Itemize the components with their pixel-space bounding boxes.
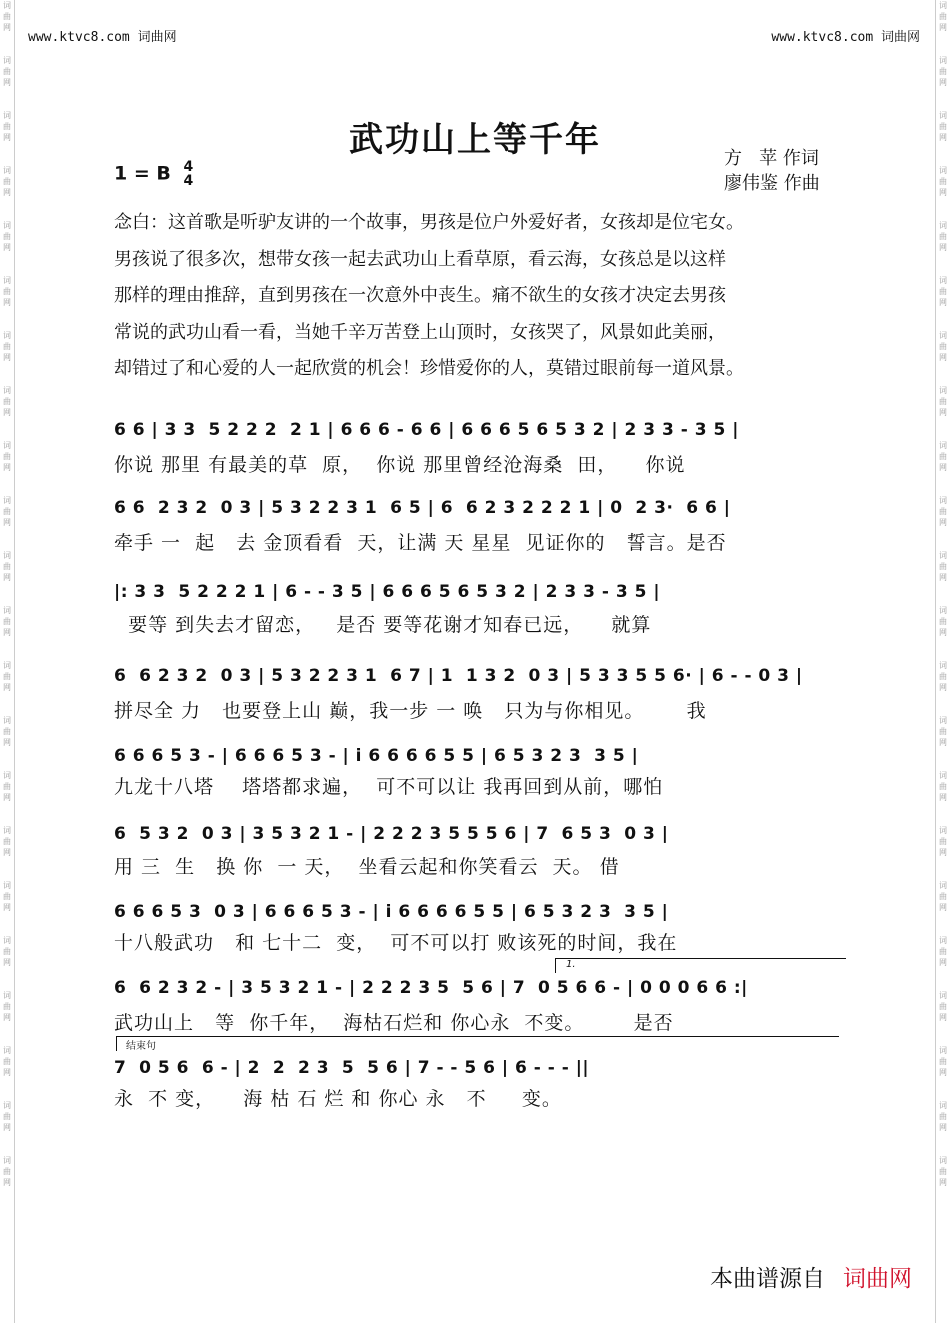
coda-label: 结束句 <box>126 1041 156 1052</box>
lyric-row: 九龙十八塔 塔塔都求遍， 可不可以让 我再回到从前，哪怕 <box>114 776 664 798</box>
first-ending-bracket <box>555 958 846 973</box>
key-label: 1 = B <box>114 162 171 185</box>
intro-line: 男孩说了很多次，想带女孩一起去武功山上看草原，看云海，女孩总是以这样 <box>114 248 726 270</box>
lyric-row: 拼尽全 力 也要登上山 巅，我一步 一 唤 只为与你相见。 我 <box>114 700 707 722</box>
first-ending-label: 1. <box>566 959 576 970</box>
lyric-row: 永 不 变， 海 枯 石 烂 和 你心 永 不 变。 <box>114 1088 562 1110</box>
source-brand[interactable]: 词曲网 <box>843 1266 912 1292</box>
side-watermark-left: 词 曲 网 词 曲 网 词 曲 网 词 曲 网 词 曲 网 词 曲 网 词 曲 网 词 曲 网 词 曲 网 词 曲 网 词 曲 网 词 曲 网 词 曲 网 词 曲 网 词 曲 网 词 曲 网 词 曲 网 词 曲 网 词 曲 网 词 曲 网 词 曲 网 词 曲 网 <box>0 0 15 1323</box>
song-title: 武功山上等千年 <box>349 120 601 160</box>
lyric-row: 牵手 一 起 去 金顶看看 天，让满 天 星星 见证你的 誓言。是否 <box>114 532 727 554</box>
watermark-url-right: www.ktvc8.com 词曲网 <box>771 30 920 45</box>
source-credit <box>710 1260 912 1293</box>
lyricist-credit: 方 苹 作词 <box>724 148 819 169</box>
notation-row: 6 6 2 3 2 - | 3 5 3 2 1 - | 2 2 2 3 5 5 6 | 7 0 5 6 6 - | 0 0 0 6 6 :| <box>114 978 748 998</box>
lyric-row: 要等 到失去才留恋， 是否 要等花谢才知春已远， 就算 <box>114 614 652 636</box>
notation-row: 6 6 2 3 2 0 3 | 5 3 2 2 3 1 6 7 | 1 1 3 2 0 3 | 5 3 3 5 5 6· | 6 - - 0 3 | <box>114 666 803 686</box>
intro-narration <box>114 205 849 388</box>
intro-line: 却错过了和心爱的人一起欣赏的机会！珍惜爱你的人，莫错过眼前每一道风景。 <box>114 358 744 379</box>
notation-row: 6 6 | 3 3 5 2 2 2 2 1 | 6 6 6 - 6 6 | 6 6 6 5 6 5 3 2 | 2 3 3 - 3 5 | <box>114 420 739 440</box>
intro-line: 那样的理由推辞，直到男孩在一次意外中丧生。痛不欲生的女孩才决定去男孩 <box>114 285 726 306</box>
intro-line: 念白：这首歌是听驴友讲的一个故事，男孩是位户外爱好者，女孩却是位宅女。 <box>114 212 744 233</box>
lyric-row: 用 三 生 换 你 一 天， 坐看云起和你笑看云 天。 借 <box>114 856 620 878</box>
notation-row: 6 6 2 3 2 0 3 | 5 3 2 2 3 1 6 5 | 6 6 2 3 2 2 2 1 | 0 2 3· 6 6 | <box>114 498 731 518</box>
intro-line: 常说的武功山看一看，当她千辛万苦登上山顶时，女孩哭了，风景如此美丽， <box>114 321 726 343</box>
watermark-url-left: www.ktvc8.com 词曲网 <box>28 30 177 45</box>
composer-credit: 廖伟鉴 作曲 <box>724 173 820 194</box>
notation-row: 6 6 6 5 3 0 3 | 6 6 6 5 3 - | i 6 6 6 6 5 5 | 6 5 3 2 3 3 5 | <box>114 902 669 922</box>
time-top: 4 <box>183 159 194 175</box>
key-signature <box>114 160 193 188</box>
notation-row: |: 3 3 5 2 2 2 1 | 6 - - 3 5 | 6 6 6 5 6 5 3 2 | 2 3 3 - 3 5 | <box>114 582 661 602</box>
coda-bracket <box>116 1036 839 1051</box>
credits <box>724 146 820 196</box>
time-signature <box>183 160 193 188</box>
source-label: 本曲谱源自 <box>710 1266 825 1292</box>
lyric-row: 武功山上 等 你千年， 海枯石烂和 你心永 不变。 是否 <box>114 1012 674 1034</box>
time-bottom: 4 <box>183 173 194 189</box>
notation-row: 6 6 6 5 3 - | 6 6 6 5 3 - | i 6 6 6 6 5 5 | 6 5 3 2 3 3 5 | <box>114 746 639 766</box>
lyric-row: 你说 那里 有最美的草 原， 你说 那里曾经沧海桑 田， 你说 <box>114 454 686 476</box>
notation-row: 6 5 3 2 0 3 | 3 5 3 2 1 - | 2 2 2 3 5 5 5 6 | 7 6 5 3 0 3 | <box>114 824 669 844</box>
notation-row: 7 0 5 6 6 - | 2 2 2 3 5 5 6 | 7 - - 5 6 | 6 - - - || <box>114 1058 590 1078</box>
lyric-row: 十八般武功 和 七十二 变， 可不可以打 败该死的时间，我在 <box>114 932 678 954</box>
side-watermark-right: 词 曲 网 词 曲 网 词 曲 网 词 曲 网 词 曲 网 词 曲 网 词 曲 网 词 曲 网 词 曲 网 词 曲 网 词 曲 网 词 曲 网 词 曲 网 词 曲 网 词 曲 网 词 曲 网 词 曲 网 词 曲 网 词 曲 网 词 曲 网 词 曲 网 词 曲 网 <box>935 0 950 1323</box>
